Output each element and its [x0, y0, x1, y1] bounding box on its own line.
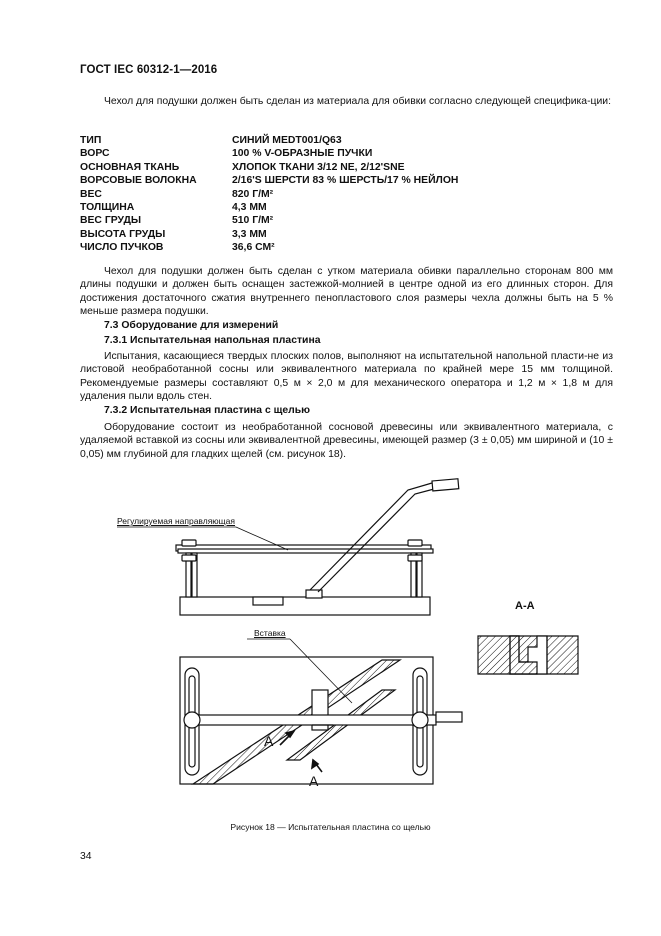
- spec-row: ОСНОВНАЯ ТКАНЬ ХЛОПОК ТКАНИ 3/12 NE, 2/12'SNE: [80, 161, 405, 173]
- side-view: [176, 479, 459, 615]
- intro-paragraph: Чехол для подушки должен быть сделан из материала для обивки согласно следующей специфика-ции:: [104, 96, 611, 107]
- section-mark-upper: А: [264, 733, 274, 749]
- side-slot-block: [253, 597, 283, 605]
- section-heading-7-3-2: 7.3.2 Испытательная пластина с щелью: [104, 405, 311, 416]
- spec-row: ВОРСОВЫЕ ВОЛОКНА 2/16'S ШЕРСТИ 83 % ШЕРСТЬ/17 % НЕЙЛОН: [80, 175, 459, 187]
- top-handle-end: [436, 712, 462, 722]
- spec-row: ВЕС 820 Г/М²: [80, 188, 274, 200]
- spec-table: [80, 134, 580, 255]
- right-knob-top: [412, 712, 428, 728]
- spec-row: ЧИСЛО ПУЧКОВ 36,6 СМ²: [80, 242, 275, 254]
- figure-18-drawing: [0, 470, 661, 810]
- section-title: А-А: [515, 600, 535, 612]
- spec-row: ВЫСОТА ГРУДЫ 3,3 ММ: [80, 228, 267, 240]
- top-guide-bar: [186, 715, 436, 725]
- left-knob-top: [184, 712, 200, 728]
- handle-end: [432, 479, 459, 491]
- spec-row: ВОРС 100 % V-ОБРАЗНЫЕ ПУЧКИ: [80, 148, 373, 160]
- guide-rail: [178, 549, 433, 553]
- right-knob-lower: [408, 555, 422, 561]
- spec-row: ВЕС ГРУДЫ 510 Г/М²: [80, 215, 274, 227]
- section-heading-7-3-1: 7.3.1 Испытательная напольная пластина: [104, 335, 321, 346]
- insert-label: Вставка: [254, 628, 286, 638]
- cushion-paragraph: Чехол для подушки должен быть сделан с утком материала обивки параллельно сторонам 800 мм длины подушки и должен быть оснащен застежкой-молнией в центре одной из его длинных сторон. Для достижения достаточного сжатия внутреннего пенопластового слоя размеры чехла должны быть на 5 % меньше размера подушки.: [80, 266, 613, 318]
- section-heading-7-3: 7.3 Оборудование для измерений: [104, 320, 279, 331]
- document-header: ГОСТ IEC 60312-1—2016: [80, 64, 218, 76]
- crevice-plate-paragraph: Оборудование состоит из необработанной сосновой древесины или эквивалентного материала, с удаляемой вставкой из сосны или эквивалентной древесины, имеющей размер (3 ± 0,05) мм шириной и (10 ± 0,05) мм глубиной для гладких щелей (см. рисунок 18).: [80, 422, 613, 460]
- right-knob: [408, 540, 422, 546]
- left-knob-lower: [182, 555, 196, 561]
- side-base-plate: [180, 597, 430, 615]
- adjustable-guide-label: Регулируемая направляющая: [117, 516, 236, 526]
- section-view-a-a: [478, 636, 578, 674]
- spec-row: ТИП СИНИЙ MEDT001/Q63: [80, 135, 342, 146]
- spec-row: ТОЛЩИНА 4,3 ММ: [80, 201, 267, 213]
- floor-plate-paragraph: Испытания, касающиеся твердых плоских полов, выполняют на испытательной напольной пласти-не из листовой необработанной сосны или эквивалентного материала по крайней мере 15 мм толщиной. Рекомендуемые размеры составляют 0,5 м × 2,0 м для механического оператора и 1,2 м × 1,8 м для удаления пыли вдоль стен.: [80, 351, 613, 403]
- top-view: [180, 657, 462, 784]
- figure-caption: Рисунок 18 — Испытательная пластина со щелью: [230, 822, 431, 832]
- section-mark-lower: А: [309, 773, 319, 789]
- page-number: 34: [80, 851, 92, 862]
- left-knob: [182, 540, 196, 546]
